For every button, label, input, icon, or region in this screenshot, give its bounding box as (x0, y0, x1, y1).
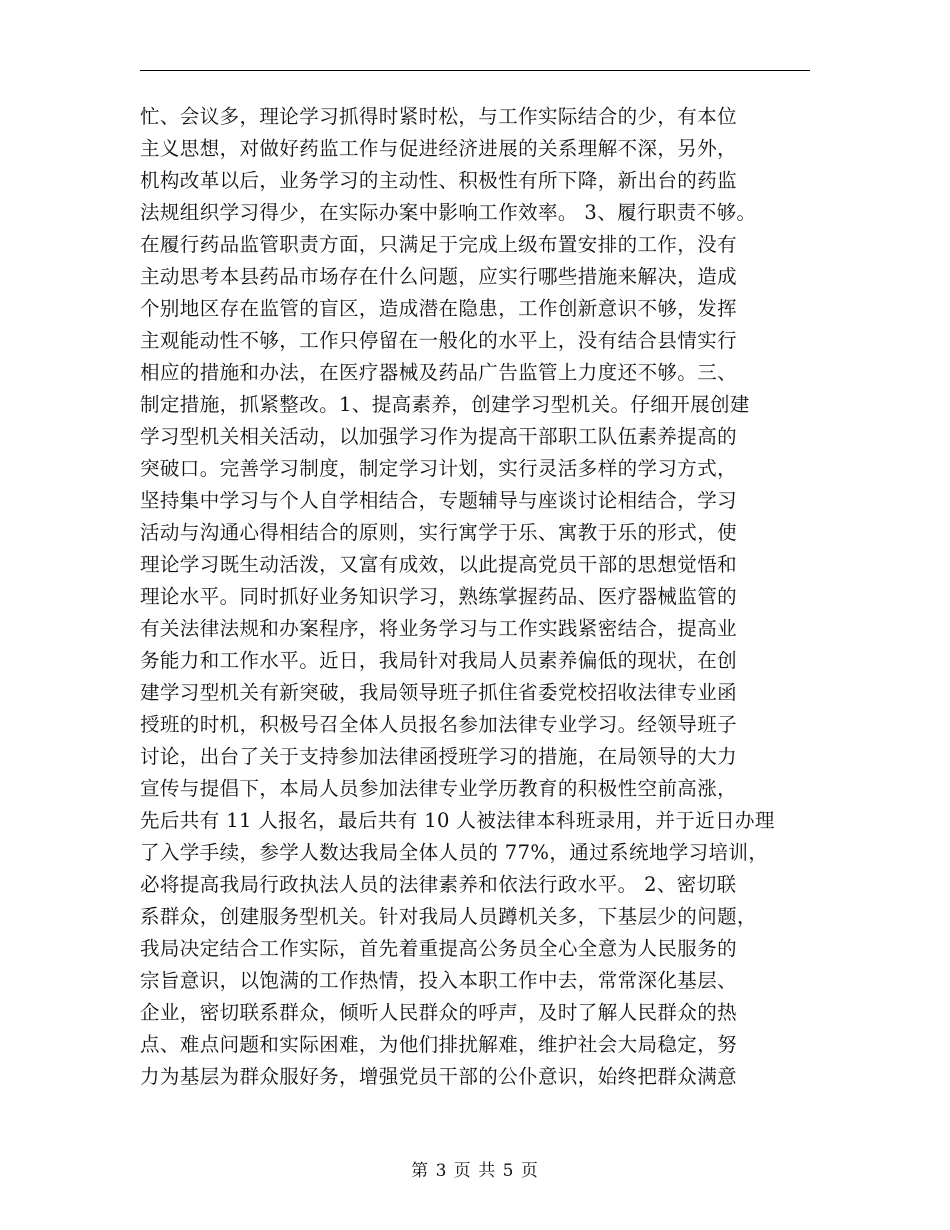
text-line: 主动思考本县药品市场存在什么问题，应实行哪些措施来解决，造成 (140, 265, 738, 288)
text-line: 企业，密切联系群众，倾听人民群众的呼声，及时了解人民群众的热 (140, 1001, 738, 1024)
text-line: 理论水平。同时抓好业务知识学习，熟练掌握药品、医疗器械监管的 (140, 585, 738, 608)
text-line: 系群众，创建服务型机关。针对我局人员蹲机关多，下基层少的问题， (140, 905, 757, 928)
text-line: 制定措施，抓紧整改。1、提高素养，创建学习型机关。仔细开展创建 (140, 393, 750, 416)
text-line: 学习型机关相关活动，以加强学习作为提高干部职工队伍素养提高的 (140, 425, 738, 448)
text-line: 必将提高我局行政执法人员的法律素养和依法行政水平。 2、密切联 (140, 873, 737, 896)
page-number-footer: 第 3 页 共 5 页 (411, 1161, 539, 1181)
text-line: 务能力和工作水平。近日，我局针对我局人员素养偏低的现状，在创 (140, 649, 738, 672)
text-line: 机构改革以后，业务学习的主动性、积极性有所下降，新出台的药监 (140, 169, 738, 192)
text-line: 宣传与提倡下，本局人员参加法律专业学历教育的积极性空前高涨， (140, 777, 738, 800)
text-line: 主观能动性不够，工作只停留在一般化的水平上，没有结合县情实行 (140, 329, 738, 352)
text-line: 点、难点问题和实际困难，为他们排扰解难，维护社会大局稳定，努 (140, 1033, 738, 1056)
text-line: 忙、会议多，理论学习抓得时紧时松，与工作实际结合的少，有本位 (140, 105, 738, 128)
text-line: 理论学习既生动活泼，又富有成效，以此提高党员干部的思想觉悟和 (140, 553, 738, 576)
text-line: 授班的时机，积极号召全体人员报名参加法律专业学习。经领导班子 (140, 713, 738, 736)
text-line: 有关法律法规和办案程序，将业务学习与工作实践紧密结合，提高业 (140, 617, 738, 640)
text-line: 建学习型机关有新突破，我局领导班子抓住省委党校招收法律专业函 (140, 681, 738, 704)
text-line: 相应的措施和办法，在医疗器械及药品广告监管上力度还不够。三、 (140, 361, 738, 384)
header-rule (140, 70, 810, 71)
text-line: 在履行药品监管职责方面，只满足于完成上级布置安排的工作，没有 (140, 233, 738, 256)
text-line: 力为基层为群众服好务，增强党员干部的公仆意识，始终把群众满意 (140, 1065, 738, 1088)
text-line: 个别地区存在监管的盲区，造成潜在隐患，工作创新意识不够，发挥 (140, 297, 738, 320)
text-line: 突破口。完善学习制度，制定学习计划，实行灵活多样的学习方式， (140, 457, 738, 480)
text-line: 先后共有 11 人报名，最后共有 10 人被法律本科班录用，并于近日办理 (140, 809, 775, 832)
text-line: 法规组织学习得少，在实际办案中影响工作效率。 3、履行职责不够。 (140, 201, 757, 224)
text-line: 宗旨意识，以饱满的工作热情，投入本职工作中去，常常深化基层、 (140, 969, 738, 992)
text-line: 我局决定结合工作实际，首先着重提高公务员全心全意为人民服务的 (140, 937, 738, 960)
document-body (140, 101, 820, 1093)
text-line: 活动与沟通心得相结合的原则，实行寓学于乐、寓教于乐的形式，使 (140, 521, 738, 544)
text-line: 主义思想，对做好药监工作与促进经济进展的关系理解不深，另外， (140, 137, 738, 160)
text-line: 坚持集中学习与个人自学相结合，专题辅导与座谈讨论相结合，学习 (140, 489, 738, 512)
text-line: 了入学手续，参学人数达我局全体人员的 77%，通过系统地学习培训， (140, 841, 769, 864)
text-line: 讨论，出台了关于支持参加法律函授班学习的措施，在局领导的大力 (140, 745, 738, 768)
